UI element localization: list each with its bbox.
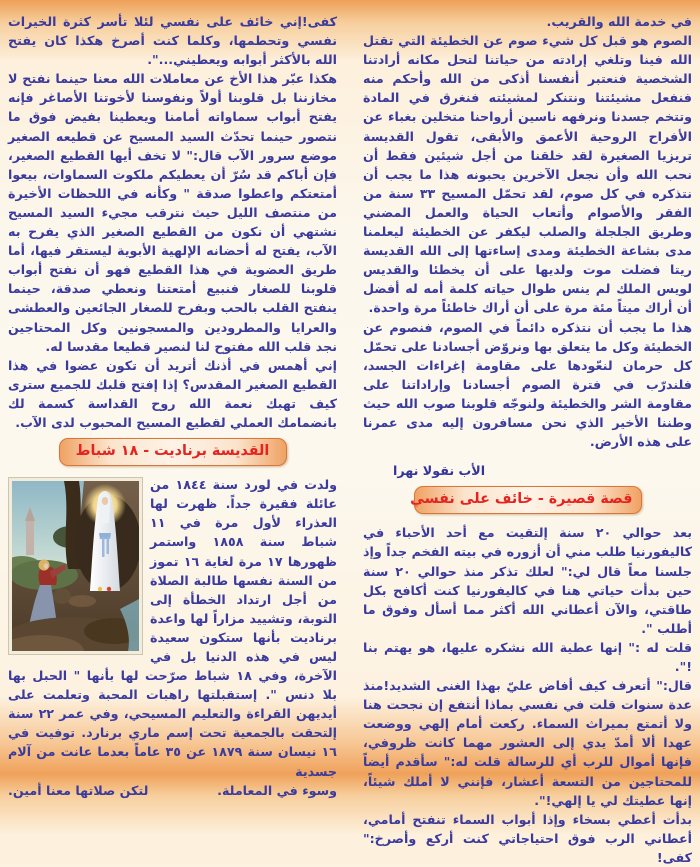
story-paragraph-3: قال:" أتعرف كيف أفاض عليّ بهذا الغنى الشديد!منذ عدة سنوات قلت في نفسي بماذا أنتفع إن نجحت هنا ولا أتمتع بميراث السماء. ركعت أمام إلهي ووضعت عهدا ألا أمدّ يدي إلى العشور مهما كانت ظروفي، فإنها أموال للرب أي للرسالة قلت له:" سأقدم أيضاً للمحتاجين من التسعة أعشار، فإنني لا أملك شيئاً، إنها عطيتك لي يا إلهي!". (363, 678, 692, 808)
story-paragraph-2: قلت له :" إنها عطية الله نشكره عليها، هو يهتم بنا !". (363, 639, 692, 674)
lourdes-apparition-image (8, 477, 143, 655)
story-heading-label: قصة قصيرة - خائف على نفسي (410, 491, 633, 508)
lourdes-scene-graphic (8, 477, 143, 655)
story-heading-box (410, 486, 642, 514)
two-column-layout (8, 12, 692, 867)
paragraph-little-flock: هكذا عبّر هذا الأخ عن معاملات الله معنا حينما نفتح لا مخازننا بل قلوبنا أولاً ونفوسنا لأخوتنا الأصاغر فإنه يفتح أبواب سماواته أمامنا ويعطينا بفيض فوق ما نتصور حينما تحدّث السيد المسيح عن قطيعه الصغير موضع سرور الآب قال:" لا تخف أيها القطيع الصغير، فإن أباكم قد سُرّ أن يعطيكم ملكوت السماوات، بيعوا أمتعتكم واعطوا صدقة " وكأنه في اللحظات الأخيرة من منتصف الليل حيث نترقب مجيء السيد المسيح نشتهي أن نكون من القطيع الصغير الذي يفرح به الآب، يفتح له أحضانه الإلهية الأبوية ليستقر فيها، أما طريق العضوية في هذا القطيع فهو أن نفتح أبواب قلوبنا للصغار فنبيع أمتعتنا ونعطي صدقة، حينما ينفتح القلب بالحب وبفرح للصغار الجائعين والعطشى والعرايا والمطرودين والمسجونين وكل المحتاجين نجد قلب الله مفتوح لنا لنصير قطيعا مقدسا له. (8, 71, 337, 354)
paragraph-invitation: إني أهمس في أذنك أتريد أن تكون عضوا في هذا القطيع الصغير المقدس؟ إذا إفتح قلبك للجميع سترى كيف تهبك نعمة الله روح القداسة كسمة لك بانضمامك العملي لقطيع المسيح المحبوب لدى الآب. (8, 357, 337, 430)
closing-prayer: لتكن صلاتها معنا أمين. (8, 782, 149, 798)
author-signature: الأب نقولا نهرا (393, 463, 486, 479)
paragraph-fasting-conclusion: هذا ما يجب أن نتذكره دائماً في الصوم، فنصوم عن الخطيئة وكل ما يتعلق بها ونروّض أجسادنا على تحمّل كل حرمان لنعّودها على مقاومة إغراءات الجسد، فلندرّب في فترة الصوم أجسادنا وإراداتنا على مقاومة الشر والخطيئة ولنوجّه قلوبنا صوب الله حيث وطننا الأخير الذي نحن مسافرون إليه مدى عمرنا على هذه الأرض. (363, 319, 692, 450)
story-paragraph-4: بدأت أعطي بسخاء وإذا أبواب السماء تنفتح أمامي، أعطاني الرب فوق احتياجاتي كنت أركع وأصرخ:" كفى! (363, 811, 692, 865)
paragraph-fasting-teaching: الصوم هو قبل كل شيء صوم عن الخطيئة التي تقتل الله فينا وتلغي إرادته من حياتنا لتحل مكانه أرادتنا الشخصية فنعتبر أنفسنا أذكى من الله وأحكم منه فنفعل مشيئتنا ونتنكر لمشيئته فنغرق في المادة وتتخم جسدنا ونرفهه ناسين أرواحنا متخلين بغباء عن الأفراح الروحية الأعمق والأبقى، تقول القديسة تريزيا الصغيرة لقد خلقنا من أجل شيئين فقط أن نحب الله وأن نجعل الآخرين يحبونه هذا ما يجب أن نتذكره في كل صوم، لقد تحمّل المسيح ٣٣ سنة من الفقر والأصوام وأتعاب الحياة والعمل المضني وطريق الجلجلة والصلب ليكفر عن الخطيئة ليعلمنا مدى بشاعة الخطيئة ومدى إساءتها إلى الله القديسة ريتا فضلت موت ولديها على أن يخطئا والقديس لويس الملك لم ينس طوال حياته كلمة أمه له أفضل أن أراك ميتاً مئة مرة على أن أراك خاطئاً مرة واحدة. (363, 33, 692, 316)
saint-bernadette-section (8, 475, 337, 800)
story-continuation-paragraph: كفى!إني خائف على نفسي لئلا تأسر كثرة الخيرات نفسي وتحطمها، وكلما كنت أصرخ هكذا كان يفتح الله بالأكثر أبوابه ويعطيني...". (8, 14, 337, 68)
saint-bio-ending: وسوء في المعاملة. (217, 782, 337, 798)
saint-bio-paragraph: ولدت في لورد سنة ١٨٤٤ من عائلة فقيرة جداً. ظهرت لها العذراء لأول مرة في ١١ شباط سنة ١٨٥٨ واستمر ظهورها ١٧ مرة لغاية ١٦ تموز من السنة نفسها طالبة الصلاة من أجل ارتداد الخطأة إلى التوبة، وتشييد مزاراً لها واعدة برناديت بأنها ستكون سعيدة ليس في هذه الدنيا بل في الآخرة، وفي ١٨ شباط صرّحت لها بأنها " الحبل بها بلا دنس ". إستقبلتها راهبات المحبة وتعلمت على أيديهن القراءة والتعليم المسيحي، وفي عمر ٢٢ سنة إلتحقت بالجمعية تحت إسم ماري برنارد. توفيت في ١٦ نيسان سنة ١٨٧٩ عن ٣٥ عاماً بعدما عانت من آلام جسدية (8, 477, 337, 779)
saint-heading-label: القديسة برناديت - ١٨ شباط (75, 443, 270, 460)
story-paragraph-1: بعد حوالي ٢٠ سنة إلتقيت مع أحد الأحباء في كاليفورنيا طلب مني أن أزوره في بيته الفخم جداً وإذ جلسنا معاً قال لي:" لعلك تذكر منذ حوالي ٢٠ سنة حين بدأت حياتي هنا في كاليفورنيا كنت أكافح بكل طاقتي، والآن أعطاني الله أكثر مما أسأل وفوق ما أطلب ". (363, 525, 692, 636)
saint-heading-box (59, 438, 287, 466)
saint-bio-last-line (8, 781, 337, 800)
column-left (8, 12, 337, 867)
paragraph-service-of-god: في خدمة الله والقريب. (546, 14, 692, 29)
column-right (363, 12, 692, 867)
